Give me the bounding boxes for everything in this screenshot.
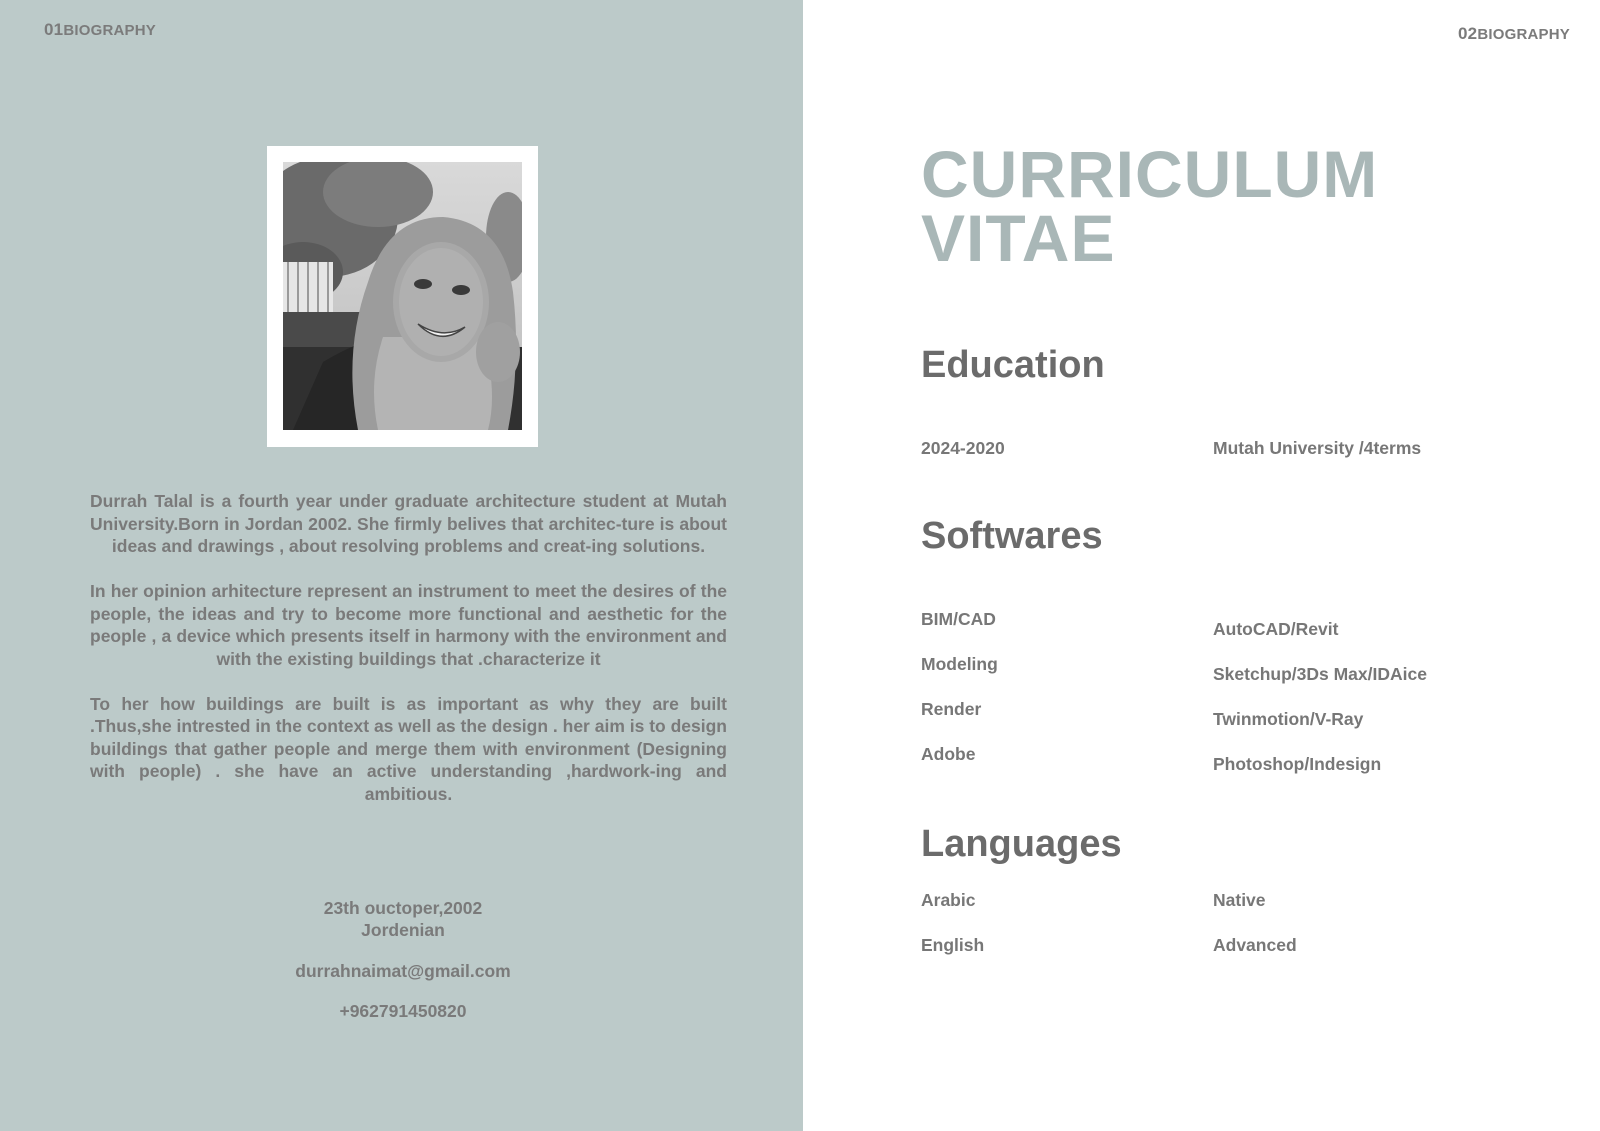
- education-years: 2024-2020: [921, 438, 1005, 458]
- education-heading: Education: [921, 344, 1105, 386]
- softwares-heading: Softwares: [921, 515, 1103, 557]
- page-label-text: BIOGRAPHY: [1477, 26, 1570, 43]
- software-tools: Photoshop/Indesign: [1213, 754, 1382, 774]
- language-level: Advanced: [1213, 935, 1297, 955]
- page-number: 02: [1458, 24, 1478, 43]
- bio-paragraph: To her how buildings are built is as important as why they are built .Thus,she intrested in the context as well as the design . her aim is to design buildings that gather people and merge them with environment (Designing with people) . she have an active understanding ,hardwork-ing and ambitious.: [90, 693, 727, 804]
- page-number: 01: [44, 20, 64, 39]
- phone-number[interactable]: +962791450820: [339, 1001, 467, 1021]
- language-level: Native: [1213, 890, 1266, 910]
- software-tools: AutoCAD/Revit: [1213, 619, 1339, 639]
- page-label-right: [1458, 24, 1570, 44]
- portrait-frame: [267, 146, 538, 447]
- software-tools: Twinmotion/V-Ray: [1213, 709, 1364, 729]
- software-category: Modeling: [921, 654, 998, 674]
- software-category: BIM/CAD: [921, 609, 996, 629]
- email-address[interactable]: durrahnaimat@gmail.com: [295, 961, 511, 981]
- right-page: [803, 0, 1600, 1131]
- page-label-text: BIOGRAPHY: [63, 22, 156, 39]
- bio-paragraph: Durrah Talal is a fourth year under graduate architecture student at Mutah University.Born in Jordan 2002. She firmly belives that architec-ture is about ideas and drawings , about resolving problems and creat-ing solutions.: [90, 491, 727, 556]
- language-name: English: [921, 935, 985, 955]
- cv-title-line1: CURRICULUM: [921, 137, 1379, 211]
- birthdate: 23th ouctoper,2002: [323, 898, 483, 918]
- education-institution: Mutah University /4terms: [1213, 438, 1422, 458]
- page-label-left: [44, 20, 156, 40]
- bio-paragraph: In her opinion arhitecture represent an instrument to meet the desires of the people, the ideas and try to become more functional and aesthetic for the people , a device which presents itself in harmony with the environment and with the existing buildings that .characterize it: [90, 581, 727, 669]
- biography-text: [90, 490, 727, 828]
- software-category: Adobe: [921, 744, 976, 764]
- language-name: Arabic: [921, 890, 976, 910]
- cv-title-line2: VITAE: [921, 201, 1116, 275]
- languages-heading: Languages: [921, 823, 1122, 865]
- cv-title: [921, 137, 1379, 275]
- nationality: Jordenian: [361, 920, 445, 940]
- software-tools: Sketchup/3Ds Max/IDAice: [1213, 664, 1427, 684]
- software-category: Render: [921, 699, 982, 719]
- portrait-photo: [283, 162, 522, 430]
